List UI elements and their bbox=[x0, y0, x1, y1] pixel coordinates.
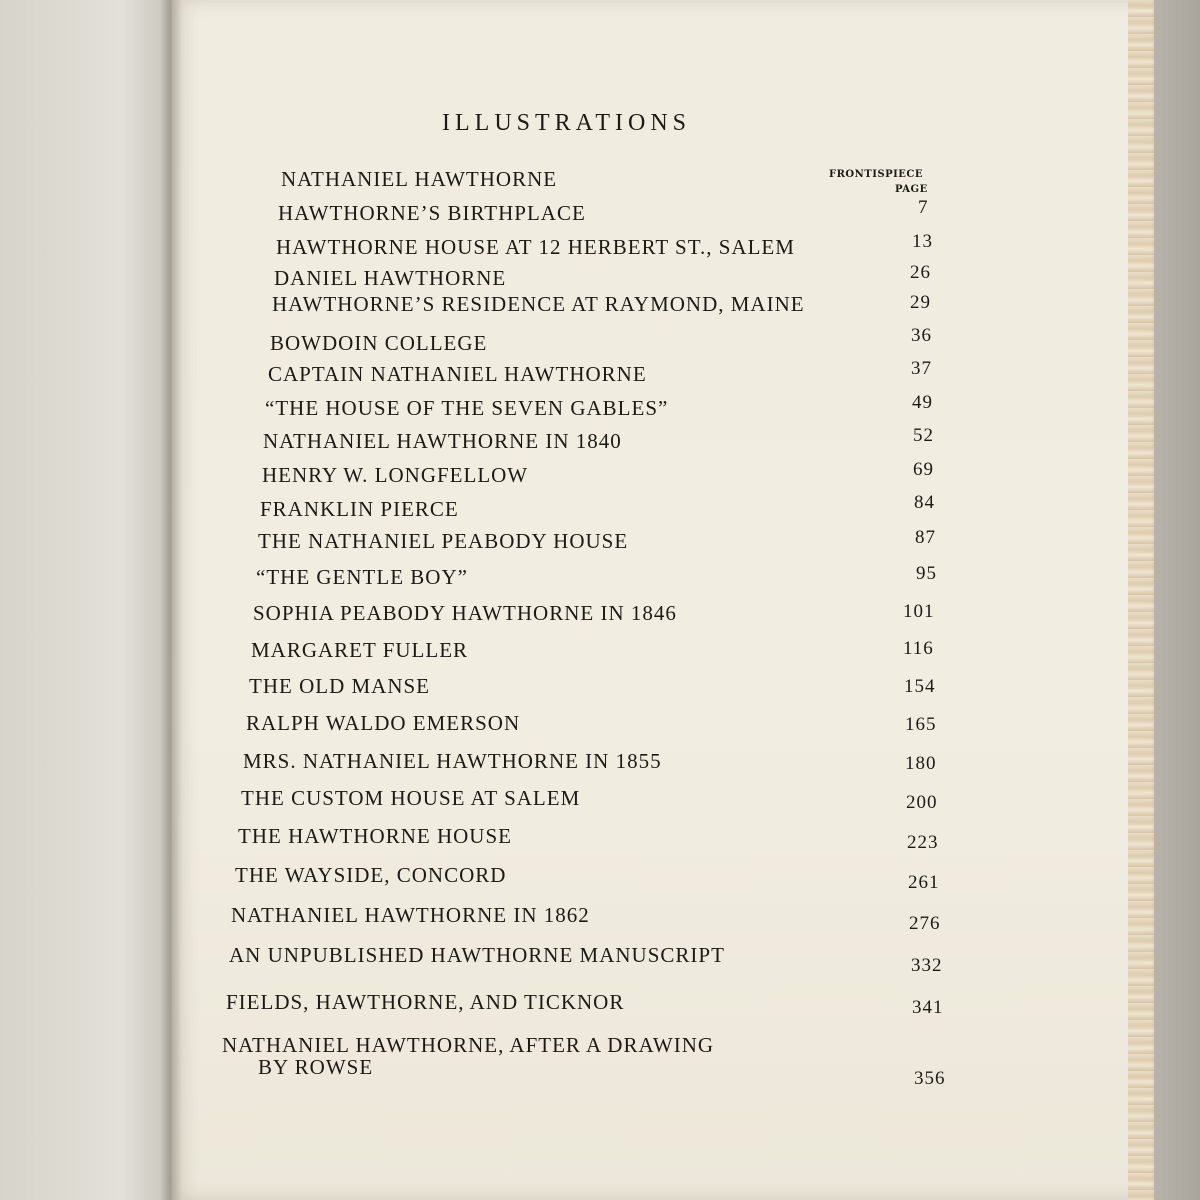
entry-title: THE OLD MANSE bbox=[249, 674, 430, 698]
entry-title-continuation: BY ROWSE bbox=[258, 1055, 374, 1079]
entry-title: HAWTHORNE’S BIRTHPLACE bbox=[278, 201, 586, 225]
entry-page: 29 bbox=[910, 292, 931, 313]
entry-page: 356 bbox=[914, 1068, 946, 1089]
entry-title: NATHANIEL HAWTHORNE IN 1840 bbox=[263, 429, 622, 453]
entry-title: FIELDS, HAWTHORNE, AND TICKNOR bbox=[226, 990, 625, 1014]
entry-page: 180 bbox=[905, 753, 937, 774]
entry-page: 95 bbox=[916, 563, 937, 584]
entry-title: “THE HOUSE OF THE SEVEN GABLES” bbox=[265, 396, 669, 420]
entry-title: HENRY W. LONGFELLOW bbox=[262, 463, 529, 487]
entry-title: THE NATHANIEL PEABODY HOUSE bbox=[258, 529, 629, 553]
page-title: ILLUSTRATIONS bbox=[442, 110, 691, 136]
entry-title: FRANKLIN PIERCE bbox=[260, 497, 459, 521]
page-column-label: PAGE bbox=[895, 184, 928, 195]
entry-title: AN UNPUBLISHED HAWTHORNE MANUSCRIPT bbox=[229, 943, 725, 967]
entry-title: MARGARET FULLER bbox=[251, 638, 469, 662]
entry-page: 165 bbox=[905, 714, 937, 735]
entry-title: THE CUSTOM HOUSE AT SALEM bbox=[241, 786, 581, 810]
entry-page: 52 bbox=[913, 425, 934, 446]
entry-title: THE WAYSIDE, CONCORD bbox=[235, 863, 507, 887]
entry-page: 36 bbox=[911, 325, 932, 346]
entry-title: BOWDOIN COLLEGE bbox=[270, 331, 488, 355]
entry-page: 223 bbox=[907, 832, 939, 853]
entry-page: 116 bbox=[903, 638, 934, 659]
entry-page: 69 bbox=[913, 459, 934, 480]
entry-page: 7 bbox=[918, 197, 929, 218]
entry-title: NATHANIEL HAWTHORNE, AFTER A DRAWING bbox=[222, 1033, 715, 1057]
entry-page: 261 bbox=[908, 872, 940, 893]
entry-page: 49 bbox=[912, 392, 933, 413]
entry-title: NATHANIEL HAWTHORNE bbox=[281, 167, 558, 191]
entry-title: “THE GENTLE BOY” bbox=[256, 565, 468, 589]
entry-title: RALPH WALDO EMERSON bbox=[246, 711, 521, 735]
entry-page: 26 bbox=[910, 262, 931, 283]
entry-page: 341 bbox=[912, 997, 944, 1018]
entry-page: 13 bbox=[912, 231, 933, 252]
entry-page: 84 bbox=[914, 492, 935, 513]
entry-title: HAWTHORNE HOUSE AT 12 HERBERT ST., SALEM bbox=[276, 235, 795, 259]
entry-title: SOPHIA PEABODY HAWTHORNE IN 1846 bbox=[253, 601, 677, 625]
entry-page: 154 bbox=[904, 676, 936, 697]
entry-page: 276 bbox=[909, 913, 941, 934]
entry-title: THE HAWTHORNE HOUSE bbox=[238, 824, 512, 848]
entry-page: 101 bbox=[903, 601, 935, 622]
entry-title: MRS. NATHANIEL HAWTHORNE IN 1855 bbox=[243, 749, 662, 773]
entry-page: 37 bbox=[911, 358, 932, 379]
entry-title: DANIEL HAWTHORNE bbox=[274, 266, 507, 290]
entry-title: HAWTHORNE’S RESIDENCE AT RAYMOND, MAINE bbox=[272, 292, 805, 316]
entry-title: CAPTAIN NATHANIEL HAWTHORNE bbox=[268, 362, 647, 386]
entry-page: 332 bbox=[911, 955, 943, 976]
entry-page: 200 bbox=[906, 792, 938, 813]
frontispiece-label: FRONTISPIECE bbox=[829, 169, 924, 180]
entry-page: 87 bbox=[915, 527, 936, 548]
entry-title: NATHANIEL HAWTHORNE IN 1862 bbox=[231, 903, 590, 927]
